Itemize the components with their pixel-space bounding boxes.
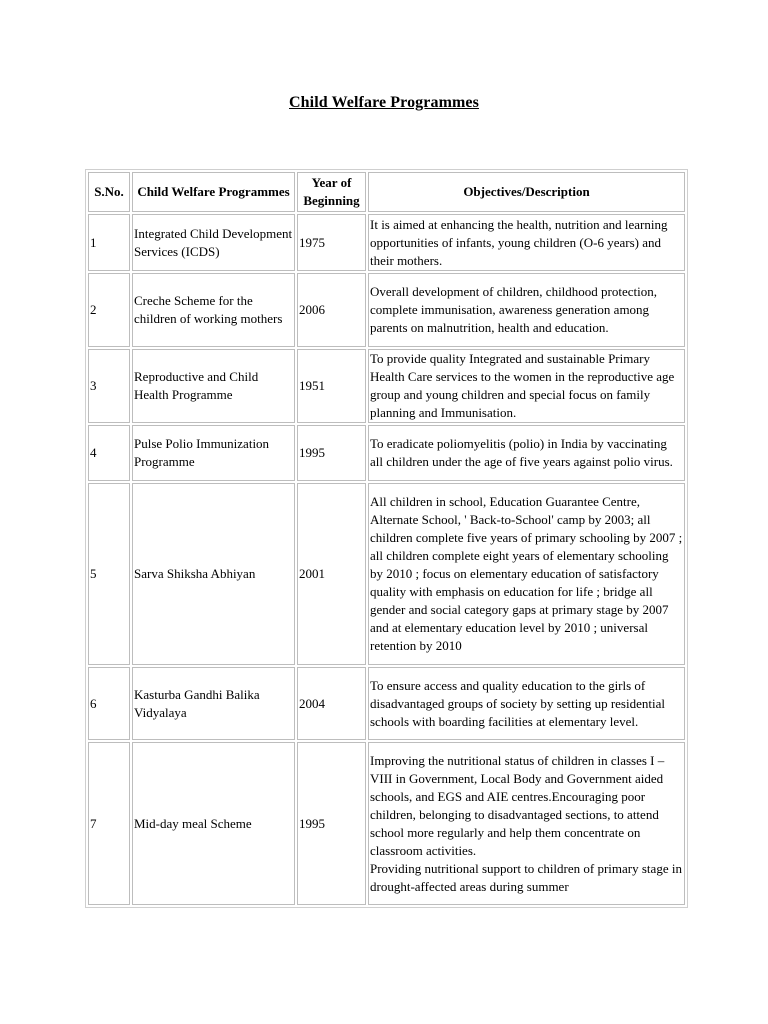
- cell-programme: Kasturba Gandhi Balika Vidyalaya: [132, 667, 295, 740]
- cell-year: 2006: [297, 273, 366, 347]
- cell-programme: Creche Scheme for the children of working mothers: [132, 273, 295, 347]
- cell-objectives: All children in school, Education Guarantee Centre, Alternate School, ' Back-to-School' camp by 2003; all children complete five years of primary schooling by 2007 ; all children complete eight years of elementary schooling by 2010 ; focus on elementary education of satisfactory quality with emphasis on education for life ; bridge all gender and social category gaps at primary stage by 2007 and at elementary education level by 2010 ; universal retention by 2010: [368, 483, 685, 665]
- header-programme: Child Welfare Programmes: [132, 172, 295, 212]
- table-row: [88, 214, 685, 271]
- cell-sno: 6: [88, 667, 130, 740]
- programmes-table: [85, 169, 688, 908]
- cell-programme: Pulse Polio Immunization Programme: [132, 425, 295, 481]
- cell-programme: Reproductive and Child Health Programme: [132, 349, 295, 423]
- table-row: [88, 483, 685, 665]
- objectives-extra-text: Providing nutritional support to children of primary stage in drought-affected areas during summer: [370, 860, 682, 894]
- table-row: [88, 425, 685, 481]
- cell-year: 1995: [297, 425, 366, 481]
- table-row: [88, 273, 685, 347]
- cell-year: 1975: [297, 214, 366, 271]
- cell-objectives: To provide quality Integrated and sustainable Primary Health Care services to the women in the reproductive age group and young children and special focus on family planning and Immunisation.: [368, 349, 685, 423]
- header-sno: S.No.: [88, 172, 130, 212]
- table-row: [88, 667, 685, 740]
- header-year: Year of Beginning: [297, 172, 366, 212]
- cell-objectives: To eradicate poliomyelitis (polio) in India by vaccinating all children under the age of five years against polio virus.: [368, 425, 685, 481]
- cell-programme: Integrated Child Development Services (ICDS): [132, 214, 295, 271]
- cell-year: 1995: [297, 742, 366, 905]
- table-row: [88, 742, 685, 905]
- cell-objectives: [368, 742, 685, 905]
- cell-objectives: Overall development of children, childhood protection, complete immunisation, awareness generation among parents on malnutrition, health and education.: [368, 273, 685, 347]
- cell-programme: Sarva Shiksha Abhiyan: [132, 483, 295, 665]
- cell-year: 1951: [297, 349, 366, 423]
- cell-sno: 7: [88, 742, 130, 905]
- cell-programme: Mid-day meal Scheme: [132, 742, 295, 905]
- cell-sno: 4: [88, 425, 130, 481]
- cell-sno: 5: [88, 483, 130, 665]
- cell-sno: 3: [88, 349, 130, 423]
- cell-sno: 2: [88, 273, 130, 347]
- cell-sno: 1: [88, 214, 130, 271]
- cell-objectives: To ensure access and quality education to the girls of disadvantaged groups of society by setting up residential schools with boarding facilities at elementary level.: [368, 667, 685, 740]
- page-title: Child Welfare Programmes: [289, 94, 479, 111]
- table-header-row: [88, 172, 685, 212]
- table-row: [88, 349, 685, 423]
- objectives-text: Improving the nutritional status of children in classes I – VIII in Government, Local Body and Government aided schools, and EGS and AIE centres.Encouraging poor children, belonging to disadvantaged sections, to attend school more regularly and help them concentrate on classroom activities.: [370, 752, 665, 858]
- cell-year: 2004: [297, 667, 366, 740]
- cell-objectives: It is aimed at enhancing the health, nutrition and learning opportunities of infants, young children (O-6 years) and their mothers.: [368, 214, 685, 271]
- header-objectives: Objectives/Description: [368, 172, 685, 212]
- cell-year: 2001: [297, 483, 366, 665]
